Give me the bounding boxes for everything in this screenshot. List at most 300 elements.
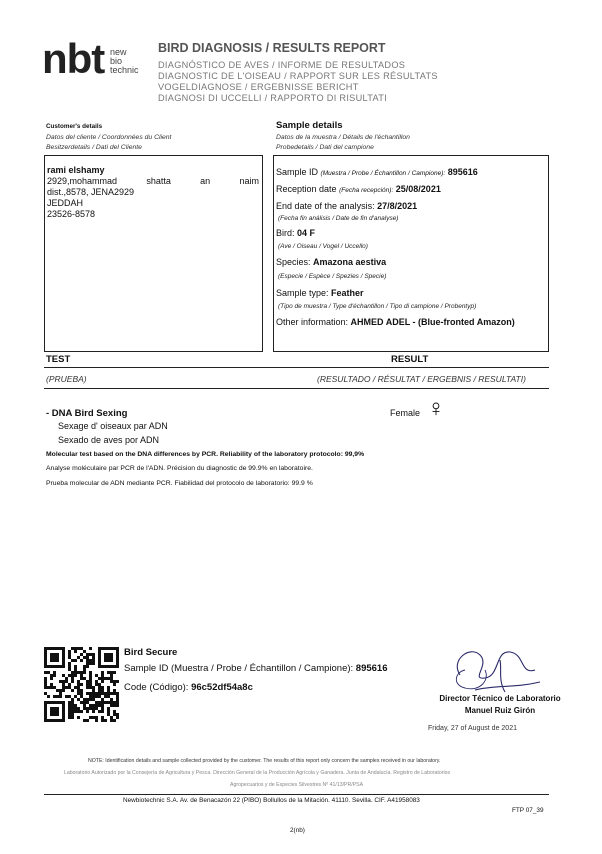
qr-module [98,653,101,656]
qr-module [50,683,53,686]
qr-module [53,686,56,689]
qr-module [104,647,107,650]
qr-module [116,680,119,683]
qr-module [113,689,116,692]
result-header: RESULT [391,354,429,365]
qr-module [98,704,101,707]
qr-module [95,674,98,677]
qr-module [107,713,110,716]
qr-module [77,716,80,719]
molecular-en: Molecular test based on the DNA differences by PCR. Reliability of the laboratory protocolo: 99,9% [46,451,365,458]
qr-module [71,689,74,692]
qr-module [110,716,113,719]
qr-module [116,656,119,659]
qr-module [116,653,119,656]
qr-module [77,656,80,659]
qr-module [68,701,71,704]
qr-module [62,719,65,722]
qr-module [44,719,47,722]
qr-module [113,692,116,695]
qr-module [44,710,47,713]
qr-module [116,701,119,704]
qr-module [62,686,65,689]
result-value: Female [390,408,421,418]
qr-module [92,710,95,713]
qr-module [44,647,47,650]
qr-module [74,707,77,710]
qr-module [44,656,47,659]
qr-module [116,695,119,698]
qr-module [98,662,101,665]
qr-module [101,698,104,701]
qr-module [47,701,50,704]
qr-module [80,692,83,695]
qr-module [74,647,77,650]
qr-module [95,692,98,695]
qr-module [107,692,110,695]
qr-module [56,689,59,692]
qr-module [80,677,83,680]
qr-module [74,695,77,698]
qr-module [98,659,101,662]
qr-module [101,689,104,692]
qr-module [113,710,116,713]
qr-module [71,704,74,707]
qr-module [98,683,101,686]
qr-module [104,656,107,659]
qr-module [116,698,119,701]
qr-module [86,710,89,713]
customer-address-line1: 2929,mohammad shatta an naim [47,176,259,186]
dna-sexing-title: - DNA Bird Sexing [46,408,128,419]
qr-module [101,647,104,650]
qr-module [62,689,65,692]
end-date-row: End date of the analysis: 27/8/2021 [276,201,418,211]
qr-module [113,713,116,716]
qr-module [53,701,56,704]
note-lab-authorization: Laboratorio Autorizado por la Consejería de Agricultura y Pesca. Dirección General de la Producción Agrícola y Ganadera. Junta de Andalucía. Registro de Laboratorios [64,770,451,776]
qr-module [62,647,65,650]
qr-module [62,674,65,677]
qr-module [113,671,116,674]
dna-sexing-fr: Sexage d' oiseaux par ADN [58,421,168,431]
report-title: BIRD DIAGNOSIS / RESULTS REPORT [158,41,386,55]
qr-module [83,671,86,674]
qr-module [53,659,56,662]
qr-module [71,680,74,683]
qr-module [71,710,74,713]
qr-module [50,674,53,677]
qr-module [113,704,116,707]
qr-module [92,692,95,695]
qr-module [107,659,110,662]
qr-module [50,686,53,689]
qr-module [68,662,71,665]
qr-module [98,692,101,695]
secure-sample-row: Sample ID (Muestra / Probe / Échantillon / Campione): 895616 [124,663,388,674]
customer-city: JEDDAH [47,198,84,208]
qr-module [56,647,59,650]
qr-module [44,713,47,716]
qr-module [110,659,113,662]
qr-module [44,692,47,695]
qr-module [107,677,110,680]
qr-module [59,719,62,722]
qr-module [50,653,53,656]
qr-module [101,665,104,668]
qr-module [44,707,47,710]
qr-module [107,686,110,689]
qr-module [86,680,89,683]
qr-module [53,671,56,674]
qr-module [98,695,101,698]
qr-module [77,683,80,686]
report-subtitle-fr: DIAGNOSTIC DE L'OISEAU / RAPPORT SUR LES RÉSULTATS [158,71,438,81]
qr-module [62,662,65,665]
qr-module [110,656,113,659]
sample-heading: Sample details [276,120,343,131]
qr-module [68,695,71,698]
qr-module [53,719,56,722]
qr-module [110,719,113,722]
qr-module [80,647,83,650]
qr-module [101,719,104,722]
qr-module [89,707,92,710]
qr-module [65,677,68,680]
qr-module [83,719,86,722]
qr-module [47,686,50,689]
qr-module [80,695,83,698]
qr-module [44,653,47,656]
qr-code [44,647,119,722]
note-main: NOTE: Identification details and sample collected provided by the customer. The results of this report only concern the samples received in our laboratory. [88,758,441,764]
qr-module [92,656,95,659]
qr-module [110,692,113,695]
qr-module [74,659,77,662]
qr-module [101,674,104,677]
qr-module [83,656,86,659]
customer-heading-tr1: Datos del cliente / Coordonnées du Client [46,134,172,141]
qr-module [71,698,74,701]
bird-secure-title: Bird Secure [124,647,178,658]
qr-module [104,659,107,662]
bird-row: Bird: 04 F [276,228,316,238]
qr-module [62,650,65,653]
footer-divider [44,794,549,795]
qr-module [53,713,56,716]
signature-name: Manuel Ruiz Girón [464,706,536,715]
qr-module [50,677,53,680]
qr-module [86,659,89,662]
qr-module [50,701,53,704]
qr-module [59,680,62,683]
qr-module [56,707,59,710]
qr-module [53,647,56,650]
report-subtitle-es: DIAGNÓSTICO DE AVES / INFORME DE RESULTADOS [158,60,406,70]
qr-module [80,689,83,692]
qr-module [71,659,74,662]
nbt-logo: nbt [42,35,105,82]
qr-module [68,653,71,656]
qr-module [62,653,65,656]
molecular-fr: Analyse moléculaire par PCR de l'ADN. Précision du diagnostic de 99.9% en laboratoire. [46,465,313,472]
qr-module [116,665,119,668]
qr-module [62,683,65,686]
qr-module [89,671,92,674]
qr-module [98,701,101,704]
note-lab-registry: Agropecuarios y de Especies Silvestres Nº 41/13/PR/PSA [230,782,364,788]
qr-module [86,656,89,659]
qr-module [62,659,65,662]
qr-module [95,683,98,686]
qr-module [89,704,92,707]
other-info-row: Other information: AHMED ADEL - (Blue-fronted Amazon) [276,317,515,327]
qr-module [104,719,107,722]
qr-module [86,653,89,656]
qr-module [110,653,113,656]
qr-module [74,704,77,707]
secure-code-row: Code (Código): 96c52df54a8c [124,682,253,693]
qr-module [50,713,53,716]
qr-module [44,701,47,704]
qr-module [110,647,113,650]
test-divider [44,367,549,368]
qr-module [83,668,86,671]
qr-module [77,680,80,683]
qr-module [101,680,104,683]
qr-module [116,662,119,665]
qr-module [89,716,92,719]
qr-module [110,698,113,701]
qr-module [92,689,95,692]
qr-module [101,692,104,695]
qr-module [98,710,101,713]
qr-module [116,704,119,707]
species-row: Species: Amazona aestiva [276,257,387,267]
qr-module [56,659,59,662]
qr-module [86,707,89,710]
qr-module [62,710,65,713]
qr-module [113,647,116,650]
qr-module [50,707,53,710]
qr-module [104,692,107,695]
qr-module [104,677,107,680]
qr-module [98,689,101,692]
qr-module [77,707,80,710]
qr-module [62,665,65,668]
qr-module [95,704,98,707]
qr-module [56,710,59,713]
qr-module [89,683,92,686]
qr-module [44,680,47,683]
qr-module [104,653,107,656]
qr-module [110,677,113,680]
qr-module [71,674,74,677]
molecular-es: Prueba molecular de ADN mediante PCR. Fiabilidad del protocolo de laboratorio: 99.9 % [46,480,313,487]
qr-module [59,647,62,650]
qr-module [113,680,116,683]
qr-module [47,647,50,650]
qr-module [68,716,71,719]
customer-heading: Customer's details [46,123,103,130]
qr-module [83,665,86,668]
qr-module [89,647,92,650]
report-subtitle-it: DIAGNOSI DI UCCELLI / RAPPORTO DI RISULTATI [158,93,388,103]
qr-module [92,662,95,665]
qr-module [113,719,116,722]
footer-address: Newbiotechnic S.A. Av. de Benacazón 22 (PIBO) Bollullos de la Mitación. 41110. Sevilla. CIF. A41958083 [123,797,420,804]
qr-module [92,716,95,719]
qr-module [74,710,77,713]
customer-heading-tr2: Besitzerdetails / Dati del Cliente [46,144,142,151]
qr-module [116,650,119,653]
qr-module [47,719,50,722]
qr-module [53,665,56,668]
qr-module [77,689,80,692]
qr-module [83,704,86,707]
qr-module [62,656,65,659]
qr-module [92,653,95,656]
qr-module [101,686,104,689]
qr-module [65,695,68,698]
qr-module [74,668,77,671]
qr-module [50,719,53,722]
qr-module [104,695,107,698]
qr-module [56,653,59,656]
sample-heading-tr1: Datos de la muestra / Détails de l'échantillon [276,134,410,141]
qr-module [107,689,110,692]
qr-module [77,710,80,713]
qr-module [44,677,47,680]
qr-module [92,659,95,662]
qr-module [116,692,119,695]
species-translation: (Especie / Espèce / Spezies / Specie) [278,273,387,280]
qr-module [95,716,98,719]
qr-module [86,686,89,689]
signature-title: Director Técnico de Laboratorio [439,694,561,703]
qr-module [92,704,95,707]
qr-module [56,713,59,716]
qr-module [77,671,80,674]
qr-module [98,677,101,680]
qr-module [77,692,80,695]
qr-module [110,674,113,677]
qr-module [101,671,104,674]
qr-module [44,716,47,719]
qr-module [68,665,71,668]
sample-type-row: Sample type: Feather [276,288,364,298]
logo-subtext: new bio technic [110,47,139,75]
qr-module [56,701,59,704]
qr-module [71,677,74,680]
qr-module [74,674,77,677]
qr-module [101,677,104,680]
qr-module [83,707,86,710]
qr-module [62,707,65,710]
qr-module [110,704,113,707]
qr-module [68,707,71,710]
qr-module [68,713,71,716]
qr-module [50,710,53,713]
qr-module [50,659,53,662]
qr-module [101,710,104,713]
qr-module [98,647,101,650]
qr-module [83,701,86,704]
qr-module [107,701,110,704]
qr-module [116,659,119,662]
qr-module [62,716,65,719]
qr-module [95,680,98,683]
dna-sexing-es: Sexado de aves por ADN [58,435,160,445]
qr-module [56,665,59,668]
customer-name: rami elshamy [47,165,105,175]
qr-module [44,665,47,668]
qr-module [68,656,71,659]
qr-module [47,695,50,698]
qr-module [86,692,89,695]
qr-module [107,707,110,710]
qr-module [101,704,104,707]
report-date: Friday, 27 of August de 2021 [428,725,517,732]
qr-module [50,647,53,650]
qr-module [98,686,101,689]
qr-module [62,713,65,716]
qr-module [92,686,95,689]
qr-module [107,710,110,713]
qr-module [95,701,98,704]
qr-module [83,677,86,680]
qr-module [113,683,116,686]
qr-module [53,674,56,677]
qr-module [80,710,83,713]
page-number: 2(nb) [290,827,305,834]
qr-module [68,686,71,689]
qr-module [53,653,56,656]
qr-module [71,716,74,719]
qr-module [68,674,71,677]
qr-module [71,647,74,650]
qr-module [59,695,62,698]
bird-translation: (Ave / Oiseau / Vogel / Uccello) [278,243,368,250]
qr-module [80,683,83,686]
qr-module [107,656,110,659]
reception-date-row: Reception date (Fecha recepción): 25/08/2021 [276,184,441,194]
qr-module [89,653,92,656]
qr-module [86,665,89,668]
qr-module [80,671,83,674]
qr-module [80,659,83,662]
qr-module [59,665,62,668]
qr-module [68,683,71,686]
qr-module [56,695,59,698]
qr-module [77,698,80,701]
qr-module [62,680,65,683]
qr-module [107,653,110,656]
qr-module [44,683,47,686]
qr-module [98,665,101,668]
sample-type-translation: (Tipo de muestra / Type d'échantillon / Tipo di campione / Probentyp) [278,303,477,310]
qr-module [86,719,89,722]
qr-module [89,677,92,680]
qr-module [110,665,113,668]
qr-module [110,680,113,683]
qr-module [98,656,101,659]
qr-module [107,671,110,674]
qr-module [44,659,47,662]
qr-module [56,656,59,659]
qr-module [107,695,110,698]
qr-module [80,653,83,656]
